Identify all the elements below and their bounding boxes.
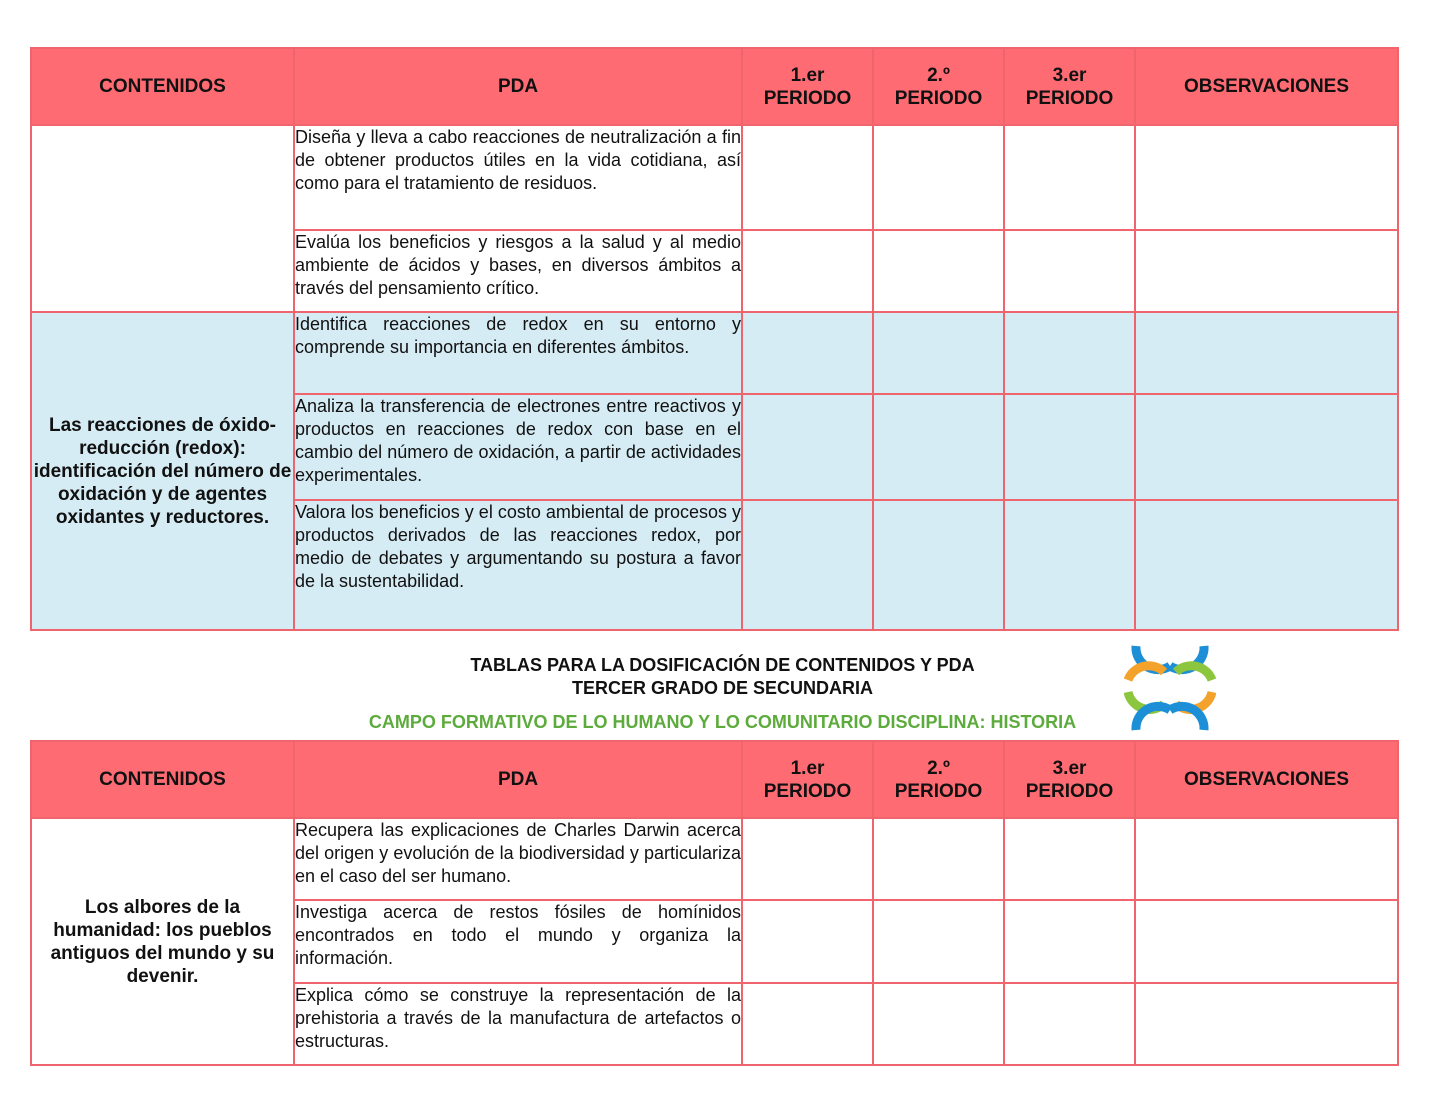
periodo-1-cell[interactable] — [742, 312, 873, 394]
header-periodo-3-label: PERIODO — [1025, 87, 1114, 109]
periodo-3-cell[interactable] — [1004, 125, 1135, 230]
contenido-cell: Las reacciones de óxido-reducción (redox): identificación del número de oxidación y de agentes oxidantes y reductores. — [31, 312, 294, 630]
header-contenidos: CONTENIDOS — [31, 48, 294, 125]
header-periodo-3-num: 3.er — [1052, 64, 1087, 86]
header-periodo-2-label: PERIODO — [894, 87, 983, 109]
periodo-3-cell[interactable] — [1004, 983, 1135, 1065]
pda-cell: Valora los beneficios y el costo ambiental de procesos y productos derivados de las reacciones redox, por medio de debates y argumentando su postura a favor de la sustentabilidad. — [294, 500, 742, 630]
pda-cell: Identifica reacciones de redox en su entorno y comprende su importancia en diferentes ámbitos. — [294, 312, 742, 394]
pda-cell: Evalúa los beneficios y riesgos a la salud y al medio ambiente de ácidos y bases, en diversos ámbitos a través del pensamiento crítico. — [294, 230, 742, 312]
observaciones-cell[interactable] — [1135, 230, 1398, 312]
pda-cell: Explica cómo se construye la representación de la prehistoria a través de la manufactura de artefactos o estructuras. — [294, 983, 742, 1065]
header-periodo-3 — [1004, 48, 1135, 125]
pda-cell: Analiza la transferencia de electrones entre reactivos y productos en reacciones de redox con base en el cambio del número de oxidación, a partir de actividades experimentales. — [294, 394, 742, 500]
periodo-3-cell[interactable] — [1004, 900, 1135, 983]
periodo-1-cell[interactable] — [742, 500, 873, 630]
periodo-2-cell[interactable] — [873, 230, 1004, 312]
dosificacion-table-historia — [30, 740, 1399, 1066]
header-periodo-1-num: 1.er — [790, 757, 825, 779]
table-row — [31, 312, 1398, 394]
periodo-2-cell[interactable] — [873, 818, 1004, 900]
campo-formativo-title: CAMPO FORMATIVO DE LO HUMANO Y LO COMUNITARIO DISCIPLINA: HISTORIA — [368, 712, 1077, 732]
periodo-1-cell[interactable] — [742, 230, 873, 312]
header-periodo-1-label: PERIODO — [763, 87, 852, 109]
observaciones-cell[interactable] — [1135, 500, 1398, 630]
periodo-2-cell[interactable] — [873, 500, 1004, 630]
observaciones-cell[interactable] — [1135, 983, 1398, 1065]
header-periodo-2 — [873, 48, 1004, 125]
table-row — [31, 125, 1398, 230]
periodo-1-cell[interactable] — [742, 900, 873, 983]
periodo-2-cell[interactable] — [873, 394, 1004, 500]
interlocking-rings-logo-icon — [1124, 644, 1216, 732]
periodo-3-cell[interactable] — [1004, 818, 1135, 900]
header-periodo-2 — [873, 741, 1004, 818]
observaciones-cell[interactable] — [1135, 394, 1398, 500]
pda-cell: Recupera las explicaciones de Charles Darwin acerca del origen y evolución de la biodiversidad y particulariza en el caso del ser humano. — [294, 818, 742, 900]
contenido-cell: Los albores de la humanidad: los pueblos antiguos del mundo y su devenir. — [31, 818, 294, 1065]
section-title-line2: TERCER GRADO DE SECUNDARIA — [571, 678, 874, 698]
periodo-3-cell[interactable] — [1004, 230, 1135, 312]
periodo-1-cell[interactable] — [742, 818, 873, 900]
header-observaciones: OBSERVACIONES — [1135, 741, 1398, 818]
contenido-cell — [31, 125, 294, 312]
observaciones-cell[interactable] — [1135, 900, 1398, 983]
periodo-2-cell[interactable] — [873, 125, 1004, 230]
pda-cell: Investiga acerca de restos fósiles de homínidos encontrados en todo el mundo y organiza la información. — [294, 900, 742, 983]
observaciones-cell[interactable] — [1135, 125, 1398, 230]
periodo-2-cell[interactable] — [873, 312, 1004, 394]
observaciones-cell[interactable] — [1135, 818, 1398, 900]
header-periodo-1-num: 1.er — [790, 64, 825, 86]
table-header-row — [31, 741, 1398, 818]
periodo-1-cell[interactable] — [742, 983, 873, 1065]
header-pda: PDA — [294, 48, 742, 125]
header-pda: PDA — [294, 741, 742, 818]
table-row — [31, 818, 1398, 900]
header-observaciones: OBSERVACIONES — [1135, 48, 1398, 125]
periodo-3-cell[interactable] — [1004, 500, 1135, 630]
dosificacion-table-quimica — [30, 47, 1399, 631]
header-periodo-1-label: PERIODO — [763, 780, 852, 802]
periodo-2-cell[interactable] — [873, 900, 1004, 983]
observaciones-cell[interactable] — [1135, 312, 1398, 394]
pda-cell: Diseña y lleva a cabo reacciones de neutralización a fin de obtener productos útiles en la vida cotidiana, así como para el tratamiento de residuos. — [294, 125, 742, 230]
header-periodo-1 — [742, 741, 873, 818]
header-periodo-2-label: PERIODO — [894, 780, 983, 802]
periodo-1-cell[interactable] — [742, 125, 873, 230]
periodo-3-cell[interactable] — [1004, 312, 1135, 394]
header-contenidos: CONTENIDOS — [31, 741, 294, 818]
periodo-1-cell[interactable] — [742, 394, 873, 500]
header-periodo-3-label: PERIODO — [1025, 780, 1114, 802]
periodo-3-cell[interactable] — [1004, 394, 1135, 500]
header-periodo-1 — [742, 48, 873, 125]
header-periodo-3 — [1004, 741, 1135, 818]
header-periodo-2-num: 2.º — [927, 757, 950, 779]
header-periodo-3-num: 3.er — [1052, 757, 1087, 779]
periodo-2-cell[interactable] — [873, 983, 1004, 1065]
section-title-line1: TABLAS PARA LA DOSIFICACIÓN DE CONTENIDOS Y PDA — [470, 655, 975, 675]
table-header-row — [31, 48, 1398, 125]
header-periodo-2-num: 2.º — [927, 64, 950, 86]
